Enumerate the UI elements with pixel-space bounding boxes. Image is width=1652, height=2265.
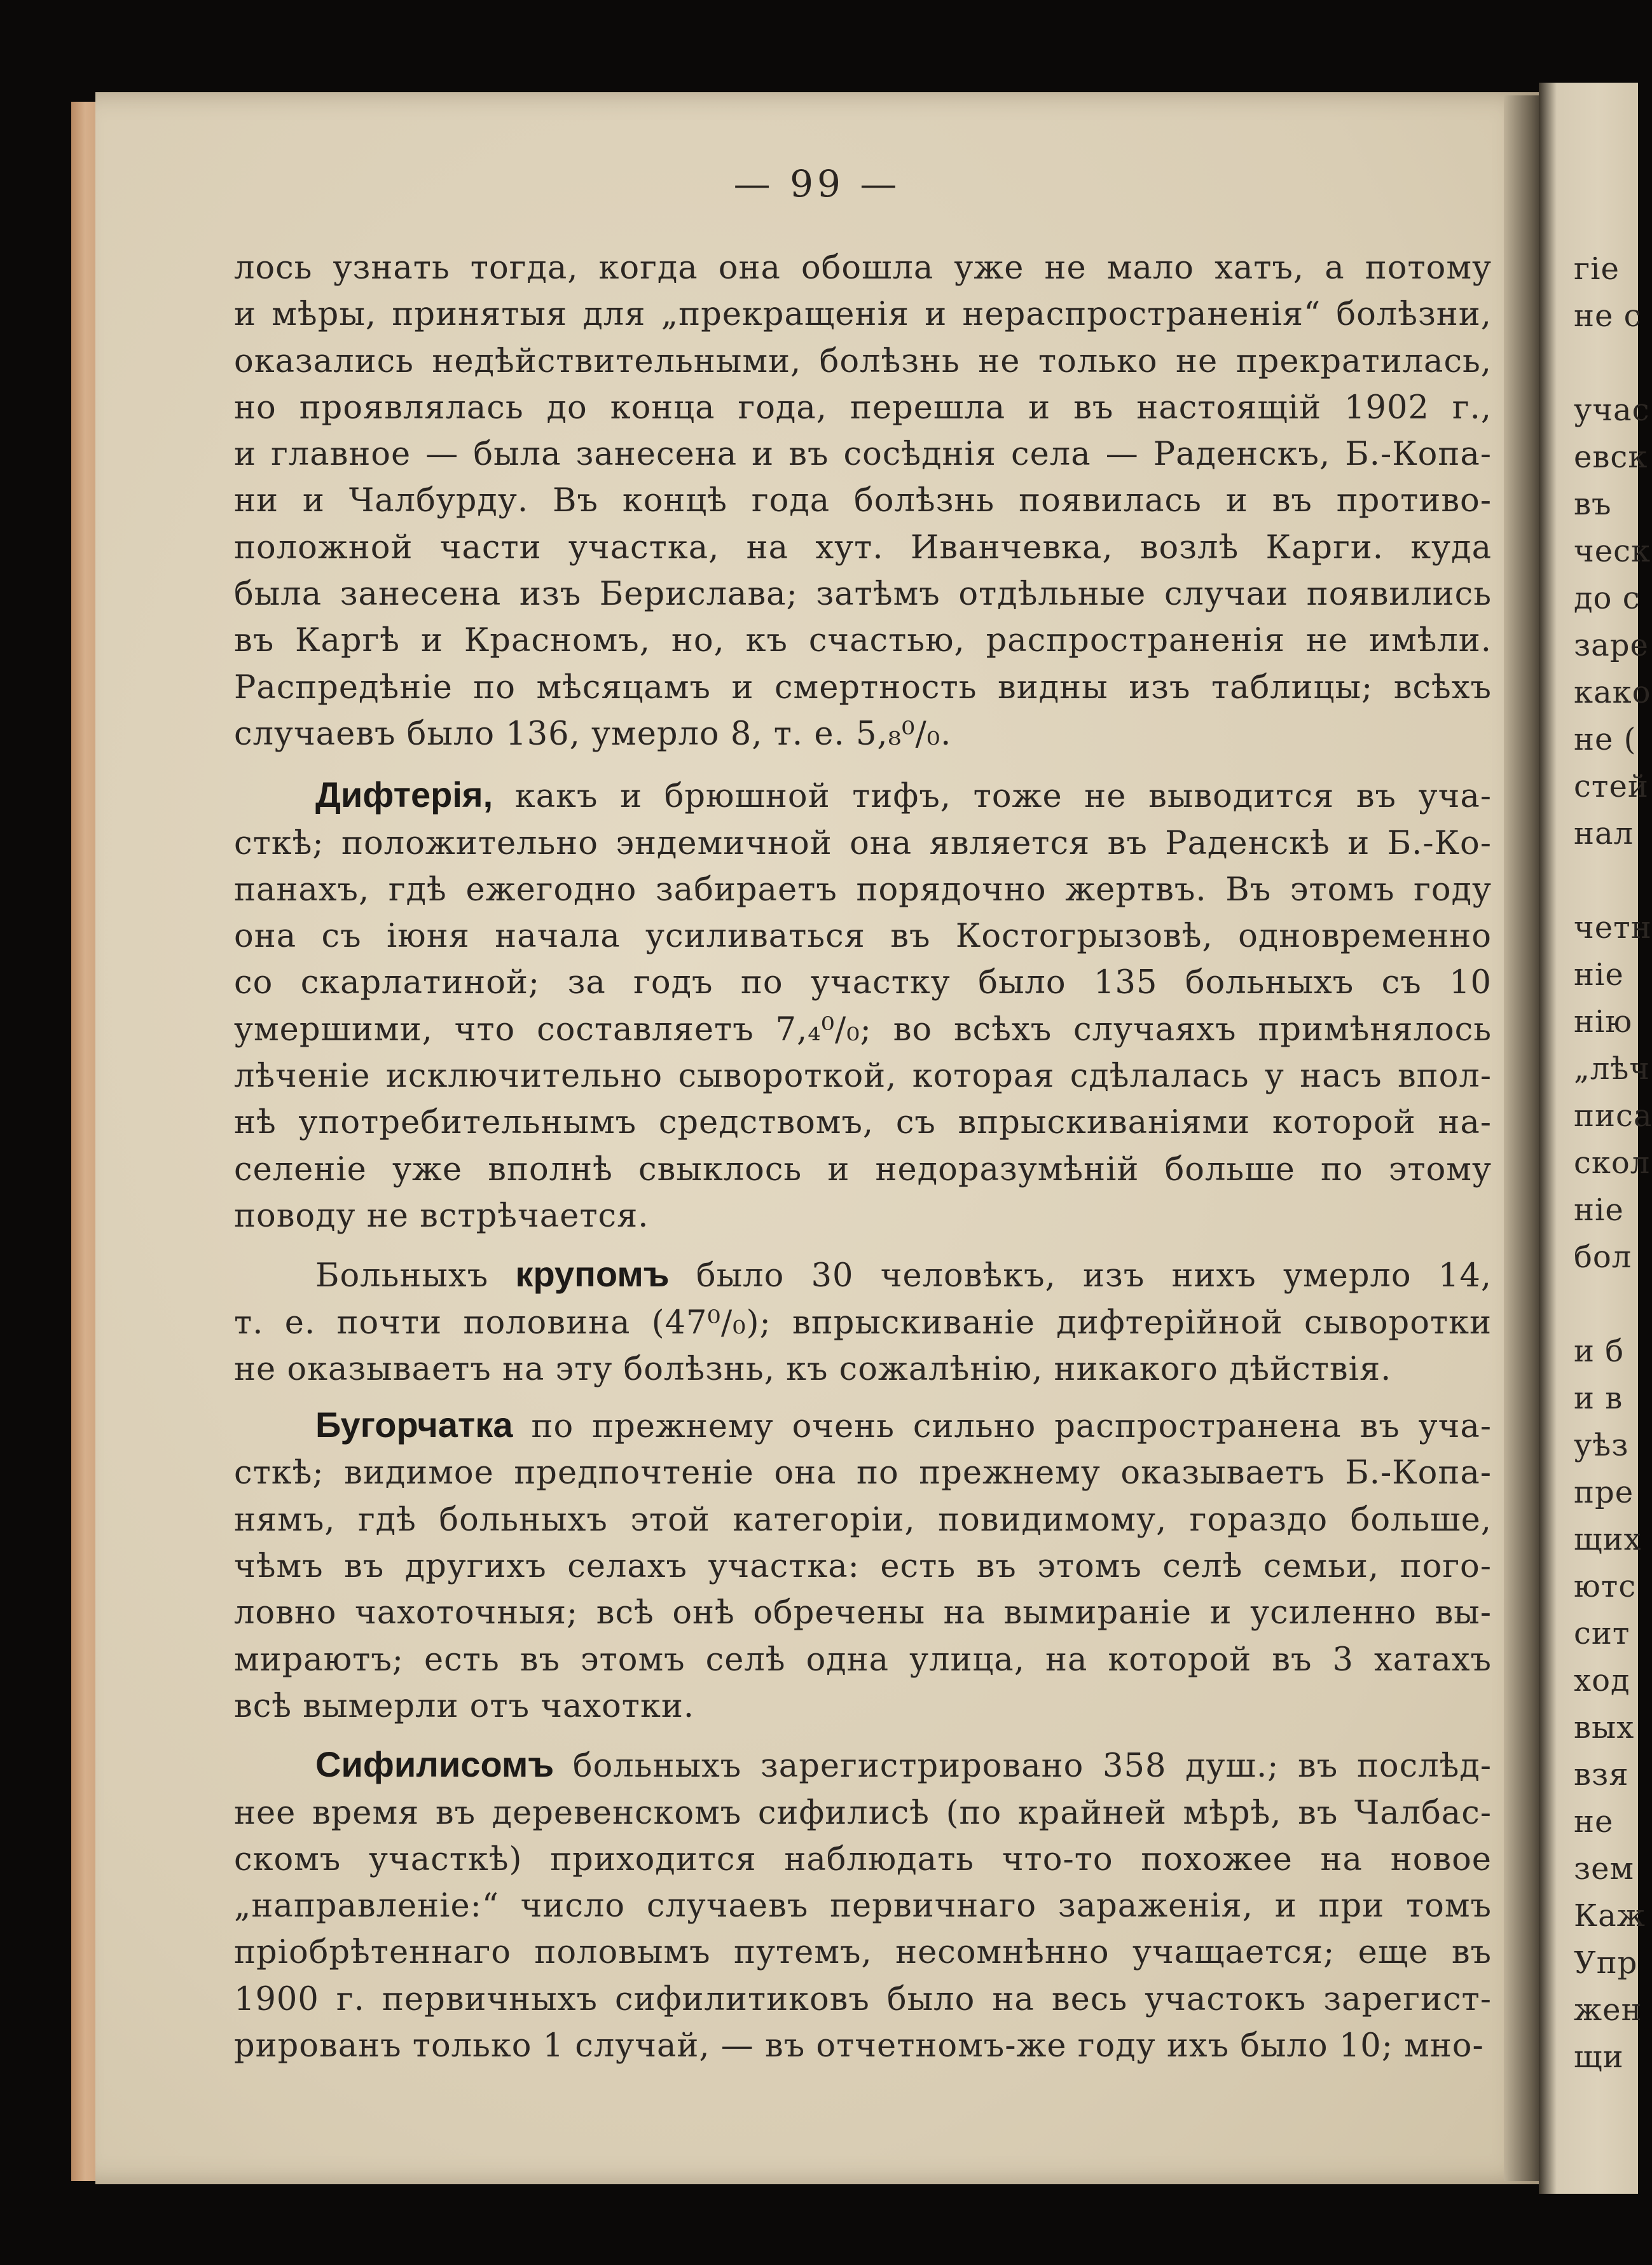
text-line: умершими, что составляетъ 7,₄⁰/₀; во всѣхъ случаяхъ примѣнялось xyxy=(234,1010,1492,1049)
next-page-fragment: пре xyxy=(1574,1475,1634,1510)
next-page-fragment: ніе xyxy=(1574,957,1624,993)
next-page-fragment: уѣз xyxy=(1574,1428,1629,1463)
text-line xyxy=(234,1251,1492,1299)
next-page-fragment: и б xyxy=(1574,1333,1625,1369)
next-page-fragment: „лѣч xyxy=(1574,1051,1651,1087)
next-page-fragment: щих xyxy=(1574,1522,1642,1557)
next-page-fragment: нал xyxy=(1574,816,1634,851)
next-page-fragment: до с xyxy=(1574,581,1641,616)
text-line: въ Каргѣ и Красномъ, но, къ счастью, распространенія не имѣли. xyxy=(234,622,1492,660)
next-page-fragment: Упр xyxy=(1574,1945,1638,1981)
text-line: панахъ, гдѣ ежегодно забираетъ порядочно жертвъ. Въ этомъ году xyxy=(234,871,1492,909)
text-line xyxy=(234,1401,1492,1450)
text-line: т. е. почти половина (47⁰/₀); впрыскиваніе дифтерійной сыворотки xyxy=(234,1304,1492,1342)
next-page-fragment: ніе xyxy=(1574,1192,1624,1228)
text-line: нѣ употребительнымъ средствомъ, съ впрыскиваніями которой на- xyxy=(234,1104,1492,1142)
paragraph xyxy=(234,1401,1492,1730)
text-line: скомъ участкѣ) приходится наблюдать что-то похожее на новое xyxy=(234,1840,1492,1878)
next-page-fragment: не с xyxy=(1574,298,1642,334)
next-page-fragment: Каж xyxy=(1574,1898,1646,1934)
next-page-fragment: щи xyxy=(1574,2039,1624,2075)
next-page-fragment: вых xyxy=(1574,1710,1635,1745)
next-page-fragment: учас xyxy=(1574,392,1650,428)
next-page-fragment: въ xyxy=(1574,486,1612,522)
line-text: больныхъ зарегистрировано 358 душ.; въ послѣд- xyxy=(572,1747,1492,1786)
text-line: была занесена изъ Берислава; затѣмъ отдѣльные случаи появились xyxy=(234,575,1492,614)
text-line: сткѣ; положительно эндемичной она является въ Раденскѣ и Б.-Ко- xyxy=(234,824,1492,862)
text-line: 1900 г. первичныхъ сифилитиковъ было на весь участокъ зарегист- xyxy=(234,1980,1492,2018)
text-line: селеніе уже вполнѣ свыклось и недоразумѣній больше по этому xyxy=(234,1150,1492,1188)
next-page-fragment: нію xyxy=(1574,1004,1633,1040)
next-page-fragment: стей xyxy=(1574,769,1649,804)
text-line: поводу не встрѣчается. xyxy=(234,1197,649,1235)
text-line: рированъ только 1 случай, — въ отчетномъ-же году ихъ было 10; мно- xyxy=(234,2027,1484,2065)
text-line: и главное — была занесена и въ сосѣднія села — Раденскъ, Б.-Копа- xyxy=(234,436,1492,474)
text-line: нее время въ деревенскомъ сифилисѣ (по крайней мѣрѣ, въ Чалбас- xyxy=(234,1794,1492,1832)
text-line: мираютъ; есть въ этомъ селѣ одна улица, на которой въ 3 хатахъ xyxy=(234,1641,1492,1679)
line-text: по прежнему очень сильно распространена въ уча- xyxy=(531,1408,1492,1446)
next-page-fragment: сит xyxy=(1574,1616,1630,1651)
line-text: было 30 человѣкъ, изъ нихъ умерло 14, xyxy=(696,1257,1492,1295)
text-line: чѣмъ въ другихъ селахъ участка: есть въ этомъ селѣ семьи, пого- xyxy=(234,1548,1492,1586)
text-line: лось узнать тогда, когда она обошла уже не мало хатъ, а потому xyxy=(234,249,1492,287)
next-page-fragment: како xyxy=(1574,675,1651,710)
text-line: Распредѣніе по мѣсяцамъ и смертность видны изъ таблицы; всѣхъ xyxy=(234,668,1492,706)
next-page-fragment: скол xyxy=(1574,1145,1651,1181)
text-line: случаевъ было 136, умерло 8, т. е. 5,₈⁰/₀. xyxy=(234,715,952,753)
next-page-fragment: ход xyxy=(1574,1663,1630,1698)
paragraph xyxy=(234,771,1492,1239)
next-page-fragment: писа xyxy=(1574,1098,1652,1134)
next-page-fragment: и в xyxy=(1574,1380,1623,1416)
paragraph xyxy=(234,245,1492,757)
paragraph xyxy=(234,1251,1492,1393)
section-heading: Дифтерія, xyxy=(315,775,493,815)
text-line xyxy=(234,771,1492,820)
text-line: и мѣры, принятыя для „прекращенія и нераспространенія“ болѣзни, xyxy=(234,296,1492,334)
text-line: ловно чахоточныя; всѣ онѣ обречены на вымираніе и усиленно вы- xyxy=(234,1594,1492,1632)
next-page-fragment: ческ xyxy=(1574,534,1651,569)
section-heading: Сифилисомъ xyxy=(315,1744,554,1785)
section-heading: Бугорчатка xyxy=(315,1405,513,1445)
next-page-fragment: бол xyxy=(1574,1239,1632,1275)
text-line: пріобрѣтеннаго половымъ путемъ, несомнѣнно учащается; еще въ xyxy=(234,1934,1492,1972)
paragraph-lead: Больныхъ xyxy=(315,1257,489,1295)
text-line: оказались недѣйствительными, болѣзнь не только не прекратилась, xyxy=(234,342,1492,380)
text-line: „направленіе:“ число случаевъ первичнаго зараженія, и при томъ xyxy=(234,1887,1492,1925)
text-line: нямъ, гдѣ больныхъ этой категоріи, повидимому, гораздо больше, xyxy=(234,1501,1492,1539)
text-line: лѣченіе исключительно сывороткой, которая сдѣлалась у насъ впол- xyxy=(234,1057,1492,1096)
next-page-fragment: не xyxy=(1574,1804,1614,1840)
next-page-fragment: четн xyxy=(1574,910,1652,946)
text-line: сткѣ; видимое предпочтеніе она по прежнему оказываетъ Б.-Копа- xyxy=(234,1454,1492,1492)
page-body xyxy=(234,245,1492,2069)
next-page-fragment: гіе xyxy=(1574,251,1620,287)
line-text: какъ и брюшной тифъ, тоже не выводится въ уча- xyxy=(514,778,1492,816)
next-page-fragment: ютс xyxy=(1574,1569,1637,1604)
paragraph xyxy=(234,1741,1492,2069)
page-number: — 99 — xyxy=(733,162,901,205)
text-line: она съ іюня начала усиливаться въ Костогрызовѣ, одновременно xyxy=(234,918,1492,956)
next-page-fragment: евск xyxy=(1574,439,1648,475)
next-page-fragment: взя xyxy=(1574,1757,1629,1793)
text-line: но проявлялась до конца года, перешла и въ настоящій 1902 г., xyxy=(234,389,1492,427)
text-line: положной части участка, на хут. Иванчевка, возлѣ Карги. куда xyxy=(234,528,1492,567)
next-page-fragment: заре xyxy=(1574,628,1649,663)
section-heading: крупомъ xyxy=(515,1254,670,1295)
text-line: со скарлатиной; за годъ по участку было 135 больныхъ съ 10 xyxy=(234,964,1492,1002)
next-page-fragment: не ( xyxy=(1574,722,1637,757)
next-page-fragment: жен xyxy=(1574,1992,1642,2028)
text-line: ни и Чалбурду. Въ концѣ года болѣзнь появилась и въ противо- xyxy=(234,482,1492,520)
next-page-fragment: зем xyxy=(1574,1851,1634,1887)
text-line: не оказываетъ на эту болѣзнь, къ сожалѣнію, никакого дѣйствія. xyxy=(234,1350,1392,1388)
text-line xyxy=(234,1741,1492,1789)
text-line: всѣ вымерли отъ чахотки. xyxy=(234,1687,695,1725)
